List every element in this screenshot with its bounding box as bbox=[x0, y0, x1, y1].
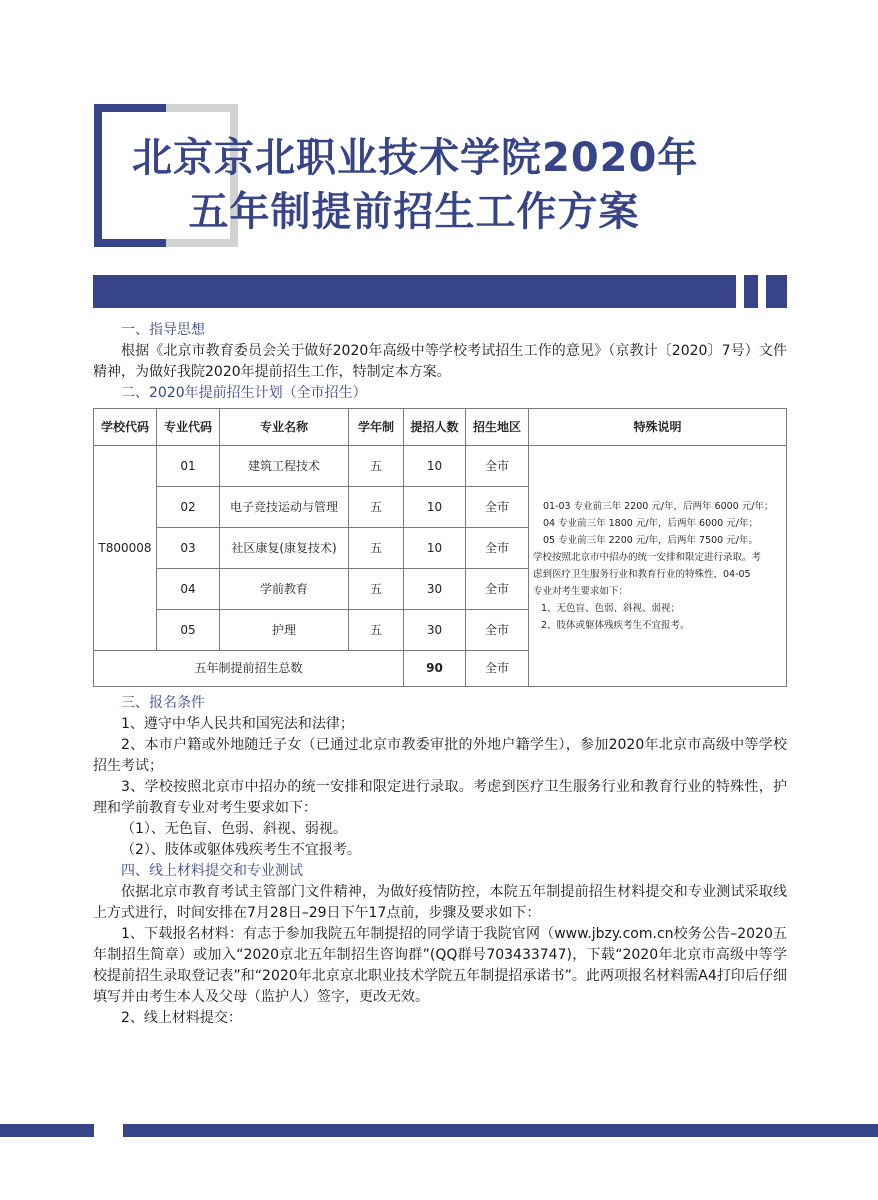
major-code-cell: 02 bbox=[157, 487, 220, 528]
document-title-line1: 北京京北职业技术学院2020年 bbox=[132, 135, 699, 181]
header-bar-accent-1 bbox=[744, 275, 758, 308]
footer-bar-left bbox=[0, 1124, 94, 1137]
major-name-cell: 电子竞技运动与管理 bbox=[220, 487, 349, 528]
footer-bar-right bbox=[123, 1124, 878, 1137]
count-cell: 10 bbox=[404, 487, 466, 528]
table-header-cell: 提招人数 bbox=[404, 409, 466, 446]
title-bracket-grey-bottom bbox=[166, 239, 238, 247]
note-line: 2、肢体或躯体残疾考生不宜报考。 bbox=[541, 620, 690, 631]
header-bar bbox=[93, 275, 736, 308]
special-notes-cell bbox=[529, 446, 787, 687]
eligibility-sub-item: （2）、肢体或躯体残疾考生不宜报考。 bbox=[121, 842, 361, 858]
region-cell: 全市 bbox=[466, 446, 529, 487]
eligibility-item: 1、遵守中华人民共和国宪法和法律； bbox=[121, 716, 354, 732]
major-code-cell: 04 bbox=[157, 569, 220, 610]
years-cell: 五 bbox=[349, 610, 404, 651]
table-header-cell: 学年制 bbox=[349, 409, 404, 446]
note-line: 05 专业前三年 2200 元/年，后两年 7500 元/年。 bbox=[543, 535, 758, 546]
total-label-cell: 五年制提前招生总数 bbox=[94, 651, 404, 687]
eligibility-item: 2、本市户籍或外地随迁子女（已通过北京市教委审批的外地户籍学生），参加2020年北京市高级中等学校招生考试； bbox=[93, 737, 787, 774]
note-line: 04 专业前三年 1800 元/年，后两年 6000 元/年； bbox=[543, 518, 758, 529]
count-cell: 10 bbox=[404, 446, 466, 487]
total-region-cell: 全市 bbox=[466, 651, 529, 687]
note-line: 虑到医疗卫生服务行业和教育行业的特殊性，04-05 bbox=[533, 569, 751, 580]
major-name-cell: 护理 bbox=[220, 610, 349, 651]
years-cell: 五 bbox=[349, 446, 404, 487]
eligibility-item: 3、学校按照北京市中招办的统一安排和限定进行录取。考虑到医疗卫生服务行业和教育行业的特殊性，护理和学前教育专业对考生要求如下： bbox=[93, 779, 787, 816]
online-step-2: 2、线上材料提交： bbox=[121, 1010, 242, 1026]
school-code-cell: T800008 bbox=[94, 446, 157, 651]
eligibility-sub-item: （1）、无色盲、色弱、斜视、弱视。 bbox=[121, 821, 347, 837]
note-line: 学校按照北京市中招办的统一安排和限定进行录取。考 bbox=[533, 552, 762, 563]
years-cell: 五 bbox=[349, 487, 404, 528]
major-name-cell: 学前教育 bbox=[220, 569, 349, 610]
table-header-row bbox=[94, 409, 787, 446]
major-code-cell: 01 bbox=[157, 446, 220, 487]
section-heading-guiding: 一、指导思想 bbox=[121, 322, 205, 338]
total-count-cell: 90 bbox=[404, 651, 466, 687]
title-bracket-blue-bottom bbox=[94, 239, 166, 247]
title-bracket-blue-top bbox=[94, 104, 166, 112]
table-header-cell: 学校代码 bbox=[94, 409, 157, 446]
table-row bbox=[94, 446, 787, 487]
count-cell: 10 bbox=[404, 528, 466, 569]
note-line: 1、无色盲、色弱、斜视、弱视； bbox=[541, 603, 681, 614]
table-header-cell: 专业代码 bbox=[157, 409, 220, 446]
years-cell: 五 bbox=[349, 528, 404, 569]
table-header-cell: 专业名称 bbox=[220, 409, 349, 446]
region-cell: 全市 bbox=[466, 569, 529, 610]
title-bracket-grey-top bbox=[166, 104, 238, 112]
region-cell: 全市 bbox=[466, 487, 529, 528]
table-header-cell: 特殊说明 bbox=[529, 409, 787, 446]
major-code-cell: 03 bbox=[157, 528, 220, 569]
section-heading-online: 四、线上材料提交和专业测试 bbox=[121, 863, 303, 879]
major-code-cell: 05 bbox=[157, 610, 220, 651]
online-step-1: 1、下载报名材料：有志于参加我院五年制提招的同学请于我院官网（www.jbzy.com.cn校务公告–2020五年制招生简章）或加入“2020京北五年制招生咨询群”(QQ群号703433747)，下载“2020年北京市高级中等学校提前招生录取登记表”和“2020年北京京北职业技术学院五年制提招承诺书”。此两项报名材料需A4打印后仔细填写并由考生本人及父母（监护人）签字，更改无效。 bbox=[93, 926, 787, 1005]
note-line: 01-03 专业前三年 2200 元/年，后两年 6000 元/年； bbox=[543, 501, 774, 512]
enrollment-plan-table bbox=[93, 408, 787, 687]
region-cell: 全市 bbox=[466, 528, 529, 569]
region-cell: 全市 bbox=[466, 610, 529, 651]
major-name-cell: 建筑工程技术 bbox=[220, 446, 349, 487]
section-heading-eligibility: 三、报名条件 bbox=[121, 695, 205, 711]
online-intro-paragraph: 依据北京市教育考试主管部门文件精神，为做好疫情防控，本院五年制提前招生材料提交和专业测试采取线上方式进行，时间安排在7月28日–29日下午17点前，步骤及要求如下： bbox=[93, 884, 787, 921]
header-bar-accent-2 bbox=[766, 275, 787, 308]
count-cell: 30 bbox=[404, 569, 466, 610]
years-cell: 五 bbox=[349, 569, 404, 610]
count-cell: 30 bbox=[404, 610, 466, 651]
section-heading-plan: 二、2020年提前招生计划（全市招生） bbox=[121, 385, 367, 401]
table-header-cell: 招生地区 bbox=[466, 409, 529, 446]
major-name-cell: 社区康复(康复技术) bbox=[220, 528, 349, 569]
note-line: 专业对考生要求如下： bbox=[533, 586, 629, 597]
section-paragraph-guiding: 根据《北京市教育委员会关于做好2020年高级中等学校考试招生工作的意见》（京教计〔2020〕7号）文件精神，为做好我院2020年提前招生工作，特制定本方案。 bbox=[93, 343, 787, 380]
document-body bbox=[93, 320, 787, 1029]
document-title-line2: 五年制提前招生工作方案 bbox=[188, 189, 640, 235]
